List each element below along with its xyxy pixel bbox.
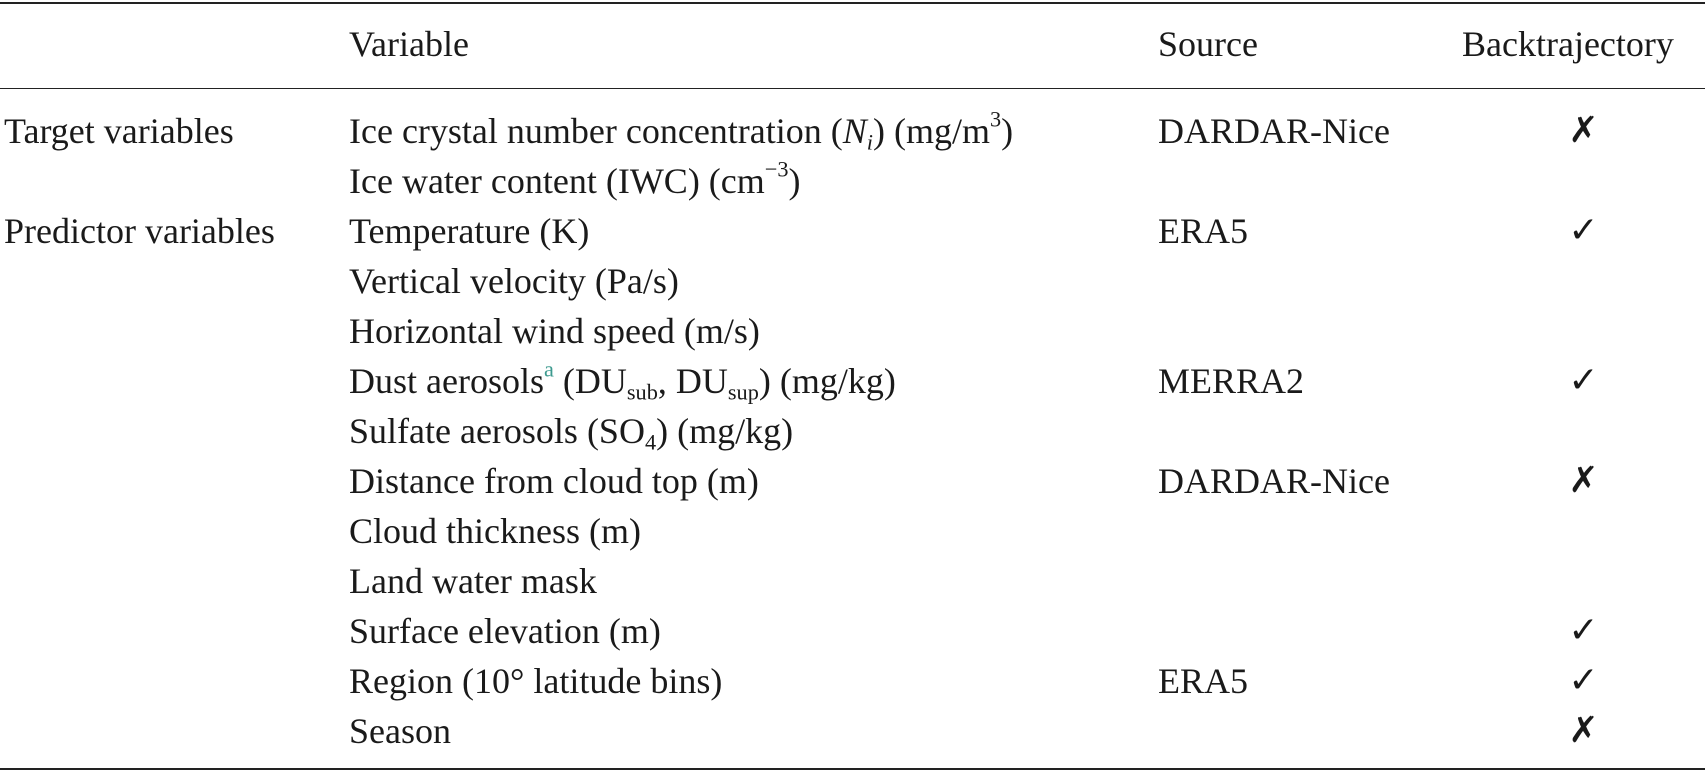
row-variable: Horizontal wind speed (m/s) xyxy=(349,311,760,351)
table-row xyxy=(0,406,1705,456)
table-row xyxy=(0,456,1705,506)
row-source: DARDAR-Nice xyxy=(1158,111,1390,151)
table-row xyxy=(0,106,1705,156)
table-row xyxy=(0,506,1705,556)
cross-icon: ✗ xyxy=(1568,110,1599,151)
row-variable: Dust aerosols$^a$ ($DU_{sub}$, $DU_{sup}$) (mg/kg) xyxy=(349,356,896,405)
table-row xyxy=(0,556,1705,606)
table-row xyxy=(0,306,1705,356)
header-variable: Variable xyxy=(349,24,469,64)
row-variable: Temperature (K) xyxy=(349,211,590,251)
check-icon: ✓ xyxy=(1568,360,1599,401)
table-header-row xyxy=(0,19,1705,69)
table-row xyxy=(0,256,1705,306)
table-row xyxy=(0,706,1705,756)
table-row xyxy=(0,606,1705,656)
row-variable: Vertical velocity (Pa/s) xyxy=(349,261,679,301)
cross-icon: ✗ xyxy=(1568,710,1599,751)
check-icon: ✓ xyxy=(1568,660,1599,701)
table-row xyxy=(0,206,1705,256)
check-icon: ✓ xyxy=(1568,610,1599,651)
row-variable: Season xyxy=(349,711,451,751)
row-source: MERRA2 xyxy=(1158,361,1305,401)
table-row xyxy=(0,656,1705,706)
header-backtrajectory: Backtrajectory xyxy=(1462,24,1674,64)
row-variable: Region (10° latitude bins) xyxy=(349,661,723,701)
table-row xyxy=(0,356,1705,406)
cross-icon: ✗ xyxy=(1568,460,1599,501)
row-source: DARDAR-Nice xyxy=(1158,461,1390,501)
row-variable: Distance from cloud top (m) xyxy=(349,461,759,501)
row-variable: Land water mask xyxy=(349,561,597,601)
row-group: Predictor variables xyxy=(4,211,275,251)
check-icon: ✓ xyxy=(1568,210,1599,251)
row-source: ERA5 xyxy=(1158,211,1248,251)
row-source: ERA5 xyxy=(1158,661,1248,701)
table-row xyxy=(0,156,1705,206)
table-top-rule xyxy=(0,2,1705,4)
header-source: Source xyxy=(1158,24,1258,64)
table-header-rule xyxy=(0,88,1705,89)
row-variable: Sulfate aerosols $(SO_4)$ (mg/kg) xyxy=(349,411,794,455)
row-variable: Cloud thickness (m) xyxy=(349,511,641,551)
table-bottom-rule xyxy=(0,768,1705,770)
row-group: Target variables xyxy=(4,111,234,151)
footnote-marker[interactable]: a xyxy=(543,356,554,382)
row-variable: Ice water content (IWC) $(cm^{-3})$ xyxy=(349,156,801,201)
row-variable: Ice crystal number concentration $(N_i)$ $(mg/m^3)$ xyxy=(349,106,1014,155)
row-variable: Surface elevation (m) xyxy=(349,611,661,651)
